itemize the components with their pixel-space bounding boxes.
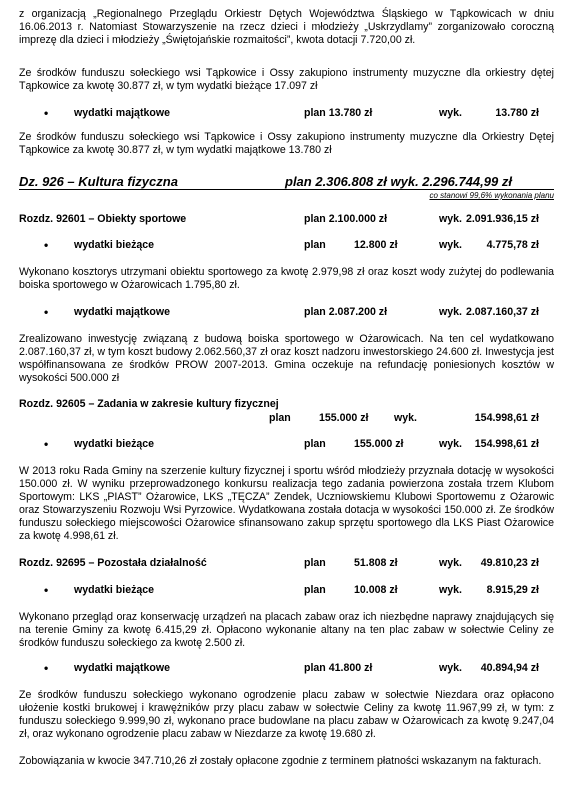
subsection-row-values (19, 412, 554, 426)
row-wyk-label: wyk. (439, 557, 462, 569)
bullet-icon: • (44, 305, 49, 319)
expense-row (19, 438, 554, 452)
row-value: 8.915,29 zł (486, 584, 539, 596)
row-amount: 10.008 zł (354, 584, 398, 596)
bullet-icon: • (44, 238, 49, 252)
row-wyk-label: wyk. (439, 306, 462, 318)
bullet-icon: • (44, 661, 49, 675)
row-label: wydatki bieżące (74, 438, 155, 450)
paragraph: Ze środków funduszu sołeckiego wsi Tąpkowice i Ossy zakupiono instrumenty muzyczne dla orkiestry dętej Tąpkowice za kwotę 30.877 zł, w tym wydatki bieżące 17.097 zł (19, 67, 554, 92)
subsection-row (19, 398, 554, 412)
row-value: 4.775,78 zł (486, 239, 539, 251)
row-value: 2.087.160,37 zł (465, 306, 539, 318)
row-label: wydatki majątkowe (74, 107, 170, 119)
row-value: 49.810,23 zł (480, 557, 539, 569)
expense-row (19, 584, 554, 598)
row-value: 2.091.936,15 zł (465, 213, 539, 225)
section-title: Dz. 926 – Kultura fizyczna (19, 174, 178, 189)
expense-row (19, 239, 554, 253)
expense-row (19, 662, 554, 676)
paragraph: Zrealizowano inwestycję związaną z budową boiska sportowego w Ożarowicach. Na ten cel wydatkowano 2.087.160,37 zł, w tym koszt budowy 2.062.560,37 zł oraz koszt nadzoru inwestorskiego 24.600 zł. Inwestycja jest współfinansowana ze środków PROW 2007-2013. Gmina oczekuje na refundację poniesionych kosztów w wysokości 500.000 zł (19, 333, 554, 384)
row-wyk-label: wyk. (439, 239, 462, 251)
expense-row (19, 107, 554, 121)
row-amount: 155.000 zł (354, 438, 404, 450)
row-wyk-label: wyk. (439, 662, 462, 674)
row-value: 154.998,61 zł (474, 412, 539, 424)
row-label: Rozdz. 92601 – Obiekty sportowe (19, 213, 187, 225)
paragraph: Ze środków funduszu sołeckiego wsi Tąpkowice i Ossy zakupiono instrumenty muzyczne dla Orkiestry Dętej Tąpkowice za kwotę 30.877 zł, w tym wydatki majątkowe 13.780 zł (19, 131, 554, 156)
paragraph: W 2013 roku Rada Gminy na szerzenie kultury fizycznej i sportu wśród młodzieży przyznała dotację w wysokości 150.000 zł. W wyniku przeprowadzonego konkursu realizacja tego zadania powierzona została trzem Klubom Sportowym: LKS „PIAST” Ożarowice, LKS „TĘCZA” Zendek, Uczniowskiemu Klubowi Sportowemu z Ożarowic oraz Stowarzyszeniu Rozwoju Wsi Pyrzowice. Wydatkowana została dotacja w wysokości 150.000 zł. Ze środków funduszu sołeckiego miejscowości Ożarowice sfinansowano zakup sprzętu sportowego dla LKS Piast Ożarowice za kwotę 4.998,61 zł. (19, 465, 554, 542)
row-plan: plan (304, 557, 326, 569)
row-amount: 12.800 zł (354, 239, 398, 251)
row-label: wydatki majątkowe (74, 662, 170, 674)
bullet-icon: • (44, 106, 49, 120)
row-amount: 51.808 zł (354, 557, 398, 569)
row-plan: plan 2.100.000 zł (304, 213, 388, 225)
bullet-icon: • (44, 437, 49, 451)
row-value: 40.894,94 zł (480, 662, 539, 674)
row-value: 154.998,61 zł (474, 438, 539, 450)
paragraph: Ze środków funduszu sołeckiego wykonano ogrodzenie placu zabaw w sołectwie Niezdara oraz opłacono ułożenie kostki brukowej i krawężników przy placu zabaw w sołectwie Celiny za kwotę 11.967,99 zł, w tym: z funduszu sołeckiego 9.999,90 zł, wykonano prace budowlane na placu zabaw w Ożarowicach za kwotę 9.247,04 zł, oraz wykonano ogrodzenie placu zabaw w Niezdarze za kwotę 19.680 zł. (19, 689, 554, 740)
expense-row (19, 306, 554, 320)
row-plan: plan (304, 438, 326, 450)
row-plan: plan (304, 239, 326, 251)
section-note: co stanowi 99,6% wykonania planu (429, 191, 554, 200)
paragraph: Zobowiązania w kwocie 347.710,26 zł zostały opłacone zgodnie z terminem płatności wskazanym na fakturach. (19, 755, 542, 767)
row-label: Rozdz. 92695 – Pozostała działalność (19, 557, 207, 569)
row-wyk-label: wyk. (439, 107, 462, 119)
row-amount: 155.000 zł (319, 412, 369, 424)
row-plan: plan 2.087.200 zł (304, 306, 388, 318)
row-plan: plan 41.800 zł (304, 662, 373, 674)
row-wyk-label: wyk. (439, 213, 462, 225)
section-summary: plan 2.306.808 zł wyk. 2.296.744,99 zł (285, 174, 512, 189)
bullet-icon: • (44, 583, 49, 597)
subsection-row (19, 557, 554, 571)
row-wyk-label: wyk. (439, 584, 462, 596)
row-label: wydatki bieżące (74, 584, 155, 596)
paragraph: z organizacją „Regionalnego Przeglądu Orkiestr Dętych Województwa Śląskiego w Tąpkowicach w dniu 16.06.2013 r. Natomiast Stowarzyszenie na rzecz dzieci i młodzieży „Uskrzydlamy” zorganizowało coroczną imprezę dla dzieci i młodzieży „Świętojańskie rozmaitości”, kwota dotacji 7.720,00 zł. (19, 8, 554, 46)
row-label: wydatki majątkowe (74, 306, 170, 318)
row-plan: plan (269, 412, 291, 424)
paragraph: Wykonano przegląd oraz konserwację urządzeń na placach zabaw oraz ich niezbędne naprawy znajdujących się na terenie Gminy za kwotę 6.415,29 zł. Opłacono wykonanie altany na ten plac zabaw w sołectwie Celiny ze środków funduszu sołeckiego za kwotę 2.500 zł. (19, 611, 554, 649)
row-label: Rozdz. 92605 – Zadania w zakresie kultury fizycznej (19, 398, 279, 410)
row-plan: plan (304, 584, 326, 596)
subsection-row (19, 213, 554, 227)
row-wyk-label: wyk. (394, 412, 417, 424)
row-value: 13.780 zł (495, 107, 539, 119)
row-label: wydatki bieżące (74, 239, 155, 251)
row-plan: plan 13.780 zł (304, 107, 373, 119)
paragraph: Wykonano kosztorys utrzymani obiektu sportowego za kwotę 2.979,98 zł oraz koszt wody zużytej do podlewania boiska sportowego w Ożarowicach 1.795,80 zł. (19, 266, 554, 291)
row-wyk-label: wyk. (439, 438, 462, 450)
